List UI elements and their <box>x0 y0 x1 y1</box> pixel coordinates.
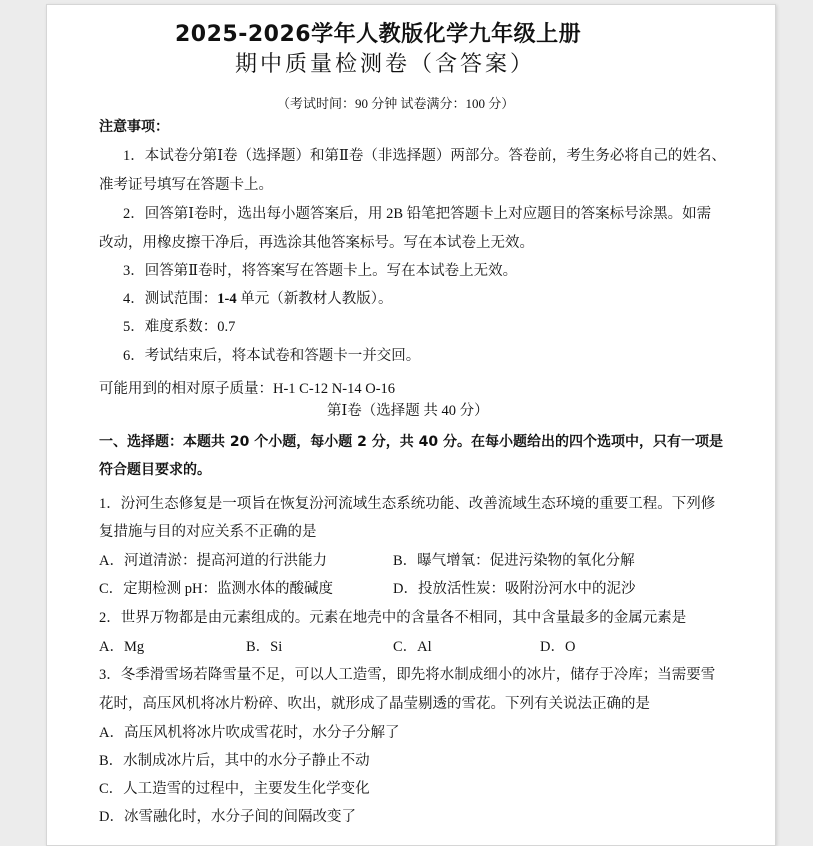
notice-heading: 注意事项： <box>99 119 169 135</box>
question-1-stem-line1: 1．汾河生态修复是一项旨在恢复汾河流域生态系统功能、改善流域生态环境的重要工程。下列修 <box>99 496 716 512</box>
notice-1-line1: 1．本试卷分第Ⅰ卷（选择题）和第Ⅱ卷（非选择题）两部分。答卷前，考生务必将自己的姓名、 <box>123 148 726 164</box>
question-1-option-d: D．投放活性炭：吸附汾河水中的泥沙 <box>393 581 636 597</box>
question-1-option-b: B．曝气增氧：促进污染物的氧化分解 <box>393 553 635 569</box>
question-3-option-c: C．人工造雪的过程中，主要发生化学变化 <box>99 781 370 797</box>
question-1-option-c: C．定期检测 pH：监测水体的酸碱度 <box>99 581 334 597</box>
document-page <box>46 4 776 846</box>
exam-info: （考试时间：90 分钟 试卷满分：100 分） <box>277 96 515 111</box>
question-1-option-a: A．河道清淤：提高河道的行洪能力 <box>99 553 327 569</box>
notice-3: 3．回答第Ⅱ卷时，将答案写在答题卡上。写在本试卷上无效。 <box>123 263 518 279</box>
question-2-option-a: A．Mg <box>99 639 145 655</box>
notice-5: 5．难度系数：0.7 <box>123 319 236 335</box>
notice-2-line2: 改动，用橡皮擦干净后，再选涂其他答案标号。写在本试卷上无效。 <box>99 235 534 251</box>
section-instructions-line2: 符合题目要求的。 <box>99 462 211 478</box>
question-3-stem-line2: 花时，高压风机将冰片粉碎、吹出，就形成了晶莹剔透的雪花。下列有关说法正确的是 <box>99 696 650 712</box>
section-title: 第Ⅰ卷（选择题 共 40 分） <box>327 403 489 419</box>
notice-1-line2: 准考证号填写在答题卡上。 <box>99 177 273 193</box>
notice-4 <box>123 289 392 309</box>
question-3-option-b: B．水制成冰片后，其中的水分子静止不动 <box>99 753 370 769</box>
document-title: 2025-2026学年人教版化学九年级上册 <box>175 22 582 47</box>
notice-4-suffix: 单元（新教材人教版）。 <box>236 291 393 307</box>
question-2-option-b: B．Si <box>246 639 283 655</box>
question-3-stem-line1: 3．冬季滑雪场若降雪量不足，可以人工造雪，即先将水制成细小的冰片，储存于冷库；当需要雪 <box>99 667 716 683</box>
section-instructions-line1: 一、选择题：本题共 20 个小题，每小题 2 分，共 40 分。在每小题给出的四个选项中，只有一项是 <box>99 434 723 450</box>
question-2-option-c: C．Al <box>393 639 432 655</box>
question-3-option-d: D．冰雪融化时，水分子间的间隔改变了 <box>99 809 356 825</box>
question-2-option-d: D．O <box>540 639 576 655</box>
atomic-masses: 可能用到的相对原子质量：H-1 C-12 N-14 O-16 <box>99 381 396 397</box>
notice-4-prefix: 4．测试范围： <box>123 291 218 307</box>
notice-6: 6．考试结束后，将本试卷和答题卡一并交回。 <box>123 348 421 364</box>
notice-2-line1: 2．回答第Ⅰ卷时，选出每小题答案后，用 2B 铅笔把答题卡上对应题目的答案标号涂黑。如需 <box>123 206 712 222</box>
question-3-option-a: A．高压风机将冰片吹成雪花时，水分子分解了 <box>99 725 400 741</box>
document-subtitle: 期中质量检测卷（含答案） <box>235 52 536 77</box>
question-2-stem: 2．世界万物都是由元素组成的。元素在地壳中的含量各不相同，其中含量最多的金属元素是 <box>99 610 687 626</box>
question-1-stem-line2: 复措施与目的对应关系不正确的是 <box>99 524 317 540</box>
notice-4-range: 1-4 <box>217 291 237 307</box>
